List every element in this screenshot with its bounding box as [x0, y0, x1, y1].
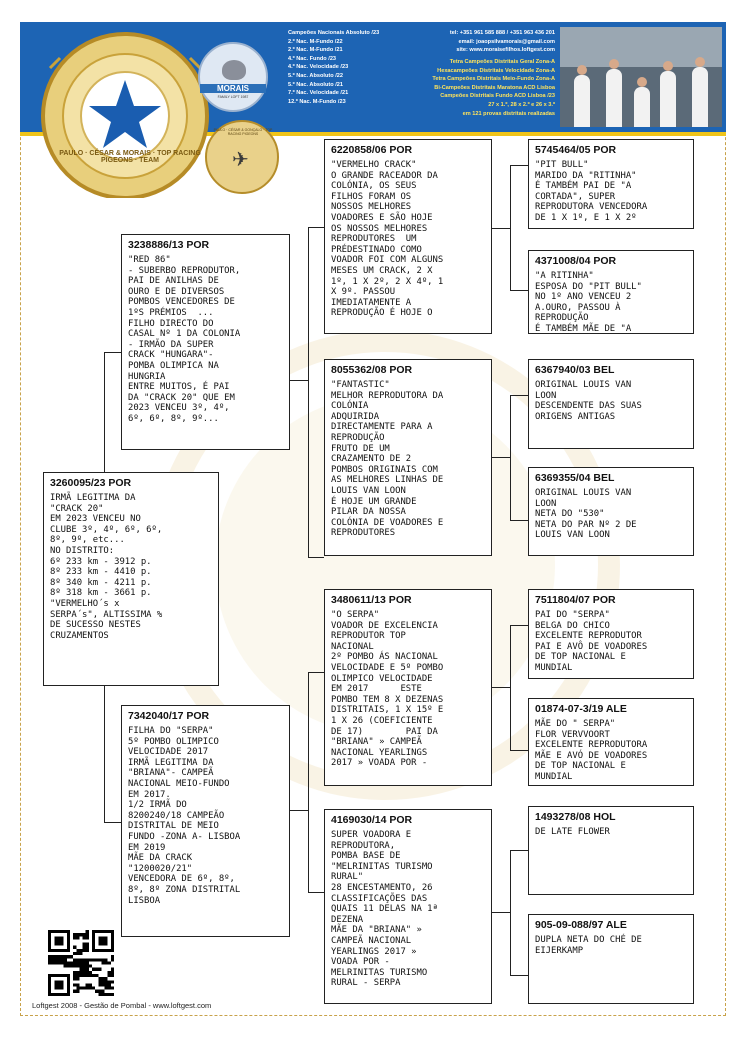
connector — [308, 672, 309, 892]
connector — [104, 822, 121, 823]
connector — [510, 625, 511, 750]
pedigree-ssd — [528, 250, 694, 334]
description: SUPER VOADORA E REPRODUTORA, POMBA BASE DE "MELRINITAS TURISMO RURAL" 28 ENCESTAMENTO, 26 CLASSIFICAÇÕES DAS QUAIS 11 DELAS NA 1ª DEZENA MÃE DA "BRIANA" » CAMPEÃ NACIONAL YEARLINGS 2017 » VOADA POR - MELRINITAS TURISMO RURAL - SERPA — [331, 830, 438, 989]
description: ORIGINAL LOUIS VAN LOON NETA DO "530" NETA DO PAR Nº 2 DE LOUIS VAN LOON — [535, 488, 637, 541]
small-seal-text: PAULO · CÉSAR & GONÇALO · TOP RACING PIGEONS — [213, 128, 273, 136]
connector — [290, 380, 308, 381]
ring-number: 6369355/04 BEL — [535, 472, 615, 484]
banner-title-line: 2.º Nac. M-Fundo /21 — [288, 47, 343, 54]
connector — [510, 850, 528, 851]
banner-contact-line: site: www.moraisefilhos.loftgest.com — [456, 47, 555, 54]
banner-title-line: 4.º Nac. Velocidade /23 — [288, 64, 349, 71]
connector — [510, 625, 528, 626]
banner-achievement-line: Hexacampeões Distritais Velocidade Zona-A — [437, 67, 555, 74]
ring-number: 3238886/13 POR — [128, 239, 210, 251]
swallow-icon: ✈ — [232, 149, 249, 171]
connector — [510, 165, 511, 290]
banner-achievement-line: Tetra Campeões Distritais Meio-Fundo Zona-A — [432, 76, 555, 83]
pedigree-dam — [121, 705, 290, 937]
banner-right-column — [410, 58, 555, 118]
banner-title-line: 12.º Nac. M-Fundo /23 — [288, 98, 346, 105]
connector — [510, 290, 528, 291]
banner-achievement-line: em 121 provas distritais realizadas — [462, 110, 555, 117]
pedigree-sire-dam — [324, 359, 492, 556]
ring-number: 1493278/08 HOL — [535, 811, 616, 823]
banner-title-line: 4.º Nac. Fundo /23 — [288, 55, 337, 62]
description: ORIGINAL LOUIS VAN LOON DESCENDENTE DAS SUAS ORIGENS ANTIGAS — [535, 380, 642, 422]
pigeon-icon — [222, 60, 246, 80]
ring-number: 3260095/23 POR — [50, 477, 132, 489]
connector — [492, 912, 510, 913]
connector — [510, 395, 511, 520]
banner-contact — [410, 29, 555, 55]
connector — [308, 227, 324, 228]
description: "A RITINHA" ESPOSA DO "PIT BULL" NO 1º ANO VENCEU 2 A.OURO, PASSOU À REPRODUÇÃO É TAMBÉM MÃE DE "A — [535, 271, 642, 334]
pedigree-ddd — [528, 914, 694, 1004]
description: "VERMELHO CRACK" O GRANDE RACEADOR DA COLÓNIA, OS SEUS FILHOS FORAM OS NOSSOS MELHORES VOADORES E SÃO HOJE OS NOSSOS MELHORES REPRODUTORES UM PRÉDESTINADO COMO VOADOR FOI COM ALGUNS MESES UM CRACK, 2 X 1º, 1 X 2º, 2 X 4º, 1 X 9º. PASSOU IMEDIATAMENTE A REPRODUÇÃO É HOJE O — [331, 160, 444, 319]
pedigree-sdd — [528, 467, 694, 556]
description: "O SERPA" VOADOR DE EXCELENCIA REPRODUTOR TOP NACIONAL 2º POMBO ÁS NACIONAL VELOCIDADE E 5º POMBO OLIMPICO VELOCIDADE EM 2017 ESTE POMBO TEM 8 X DEZENAS DISTRITAIS, 1 X 15º E 1 X 26 (COEFICIENTE DE 17) PAI DA "BRIANA" » CAMPEÃ NACIONAL YEARLINGS 2017 » VOADA POR - — [331, 610, 444, 769]
description: DE LATE FLOWER — [535, 827, 610, 837]
connector — [104, 352, 121, 353]
banner-title-line: 2.º Nac. M-Fundo /22 — [288, 38, 343, 45]
morais-badge-sub: FAMILY LOFT 1987 — [217, 95, 249, 99]
connector — [308, 672, 324, 673]
banner-left-column — [288, 29, 408, 106]
small-seal-logo — [205, 120, 279, 194]
description: MÃE DO " SERPA" FLOR VERVVOORT EXCELENTE REPRODUTORA MÃE E AVÓ DE VOADORES DE TOP NACIONAL E MUNDIAL — [535, 719, 648, 782]
banner-title-line: 7.º Nac. Velocidade /21 — [288, 90, 349, 97]
banner-contact-line: tel: +351 961 585 888 / +351 963 436 201 — [449, 30, 555, 36]
connector — [492, 687, 510, 688]
description: "PIT BULL" MARIDO DA "RITINHA" É TAMBÉM PAI DE "A CORTADA", SUPER REPRODUTORA VENCEDORA DE 1 X 1º, E 1 X 2º — [535, 160, 648, 223]
morais-badge-label: MORAIS — [200, 84, 266, 93]
connector — [510, 520, 528, 521]
banner-achievement-line: Tetra Campeões Distritais Geral Zona-A — [449, 59, 555, 65]
ring-number: 4169030/14 POR — [331, 814, 413, 826]
team-photo — [560, 27, 722, 127]
pedigree-sire-sire — [324, 139, 492, 334]
banner-achievement-line: Bi-Campeões Distritais Maratona ACD Lisboa — [434, 84, 555, 91]
connector — [290, 810, 308, 811]
description: "RED 86" - SUBERBO REPRODUTOR, PAI DE ANILHAS DE OURO E DE DIVERSOS POMBOS VENCEDORES DE 1ºS PRÉMIOS ... FILHO DIRECTO DO CASAL Nº 1 DA COLONIA - IRMÃO DA SUPER CRACK "HUNGARA"- POMBA OLIMPICA NA HUNGRIA ENTRE MUITOS, É PAI DA "CRACK 20" QUE EM 2023 VENCEU 3º, 4º, 6º, 6º, 8º, 9º... — [128, 255, 241, 424]
pedigree-sds — [528, 359, 694, 449]
connector — [308, 892, 324, 893]
morais-badge-logo — [198, 42, 268, 112]
pedigree-dam-dam — [324, 809, 492, 1004]
pedigree-dss — [528, 589, 694, 679]
connector — [308, 227, 309, 557]
connector — [510, 975, 528, 976]
pedigree-dds — [528, 806, 694, 895]
ring-number: 01874-07-3/19 ALE — [535, 703, 627, 715]
connector — [510, 750, 528, 751]
description: PAI DO "SERPA" BELGA DO CHICO EXCELENTE REPRODUTOR PAI E AVÔ DE VOADORES DE TOP NACIONAL E MUNDIAL — [535, 610, 648, 673]
ring-number: 6220858/06 POR — [331, 144, 413, 156]
ring-number: 6367940/03 BEL — [535, 364, 615, 376]
pedigree-dsd — [528, 698, 694, 786]
connector — [510, 850, 511, 975]
connector — [492, 228, 510, 229]
description: DUPLA NETA DO CHÉ DE EIJERKAMP — [535, 935, 642, 956]
description: FILHA DO "SERPA" 5º POMBO OLIMPICO VELOCIDADE 2017 IRMÃ LEGITIMA DA "BRIANA"- CAMPEÃ NACIONAL MEIO-FUNDO EM 2017. 1/2 IRMÃ DO 8200240/18 CAMPEÃO DISTRITAL DE MEIO FUNDO -ZONA A- LISBOA EM 2019 MÃE DA CRACK "1200020/21" VENCEDORA DE 6º, 8º, 8º, 8º ZONA DISTRITAL LISBOA — [128, 726, 241, 906]
ring-number: 7342040/17 POR — [128, 710, 210, 722]
pedigree-dam-sire — [324, 589, 492, 786]
pedigree-sss — [528, 139, 694, 229]
ring-number: 4371008/04 POR — [535, 255, 617, 267]
qr-code[interactable] — [48, 930, 114, 996]
ring-number: 8055362/08 POR — [331, 364, 413, 376]
connector — [510, 395, 528, 396]
pedigree-sire — [121, 234, 290, 450]
ring-number: 5745464/05 POR — [535, 144, 617, 156]
ring-number: 7511804/07 POR — [535, 594, 616, 606]
connector — [492, 457, 510, 458]
banner-contact-line: email: joaopsilvamorais@gmail.com — [458, 38, 555, 45]
main-logo-text: PAULO · CÉSAR & MORAIS · TOP RACING PIGEONS · TEAM — [59, 150, 201, 164]
footer-credit: Loftgest 2008 - Gestão de Pombal - www.loftgest.com — [32, 1001, 212, 1010]
description: "FANTASTIC" MELHOR REPRODUTORA DA COLÓNIA ADQUIRIDA DIRECTAMENTE PARA A REPRODUÇÃO FRUTO DE UM CRAZAMENTO DE 2 POMBOS ORIGINAIS COM AS MELHORES LINHAS DE LOUIS VAN LOON É HOJE UM GRANDE PILAR DA NOSSA COLÓNIA DE VOADORES E REPRODUTORES — [331, 380, 444, 539]
connector — [308, 557, 324, 558]
banner-achievement-line: 27 x 1.º, 28 x 2.º e 26 x 3.º — [488, 101, 555, 108]
pedigree-subject — [43, 472, 219, 686]
description: IRMÃ LEGITIMA DA "CRACK 20" EM 2023 VENCEU NO CLUBE 3º, 4º, 6º, 6º, 8º, 9º, etc... NO DISTRITO: 6º 233 km - 3912 p. 8º 233 km - 4410 p. 8º 340 km - 4211 p. 8º 318 km - 3661 p. "VERMELHO´s x SERPA´s", ALTISSIMA % DE SUCESSO NESTES CRUZAMENTOS — [50, 493, 163, 641]
banner-achievement-line: Campeões Distritais Fundo ACD Lisboa /23 — [440, 93, 555, 100]
banner-title-line: Campeões Nacionais Absoluto /23 — [288, 30, 380, 36]
banner-title-line: 5.º Nac. Absoluto /22 — [288, 72, 343, 79]
banner-title-line: 5.º Nac. Absoluto /21 — [288, 81, 343, 88]
connector — [510, 165, 528, 166]
ring-number: 3480611/13 POR — [331, 594, 412, 606]
ring-number: 905-09-088/97 ALE — [535, 919, 627, 931]
